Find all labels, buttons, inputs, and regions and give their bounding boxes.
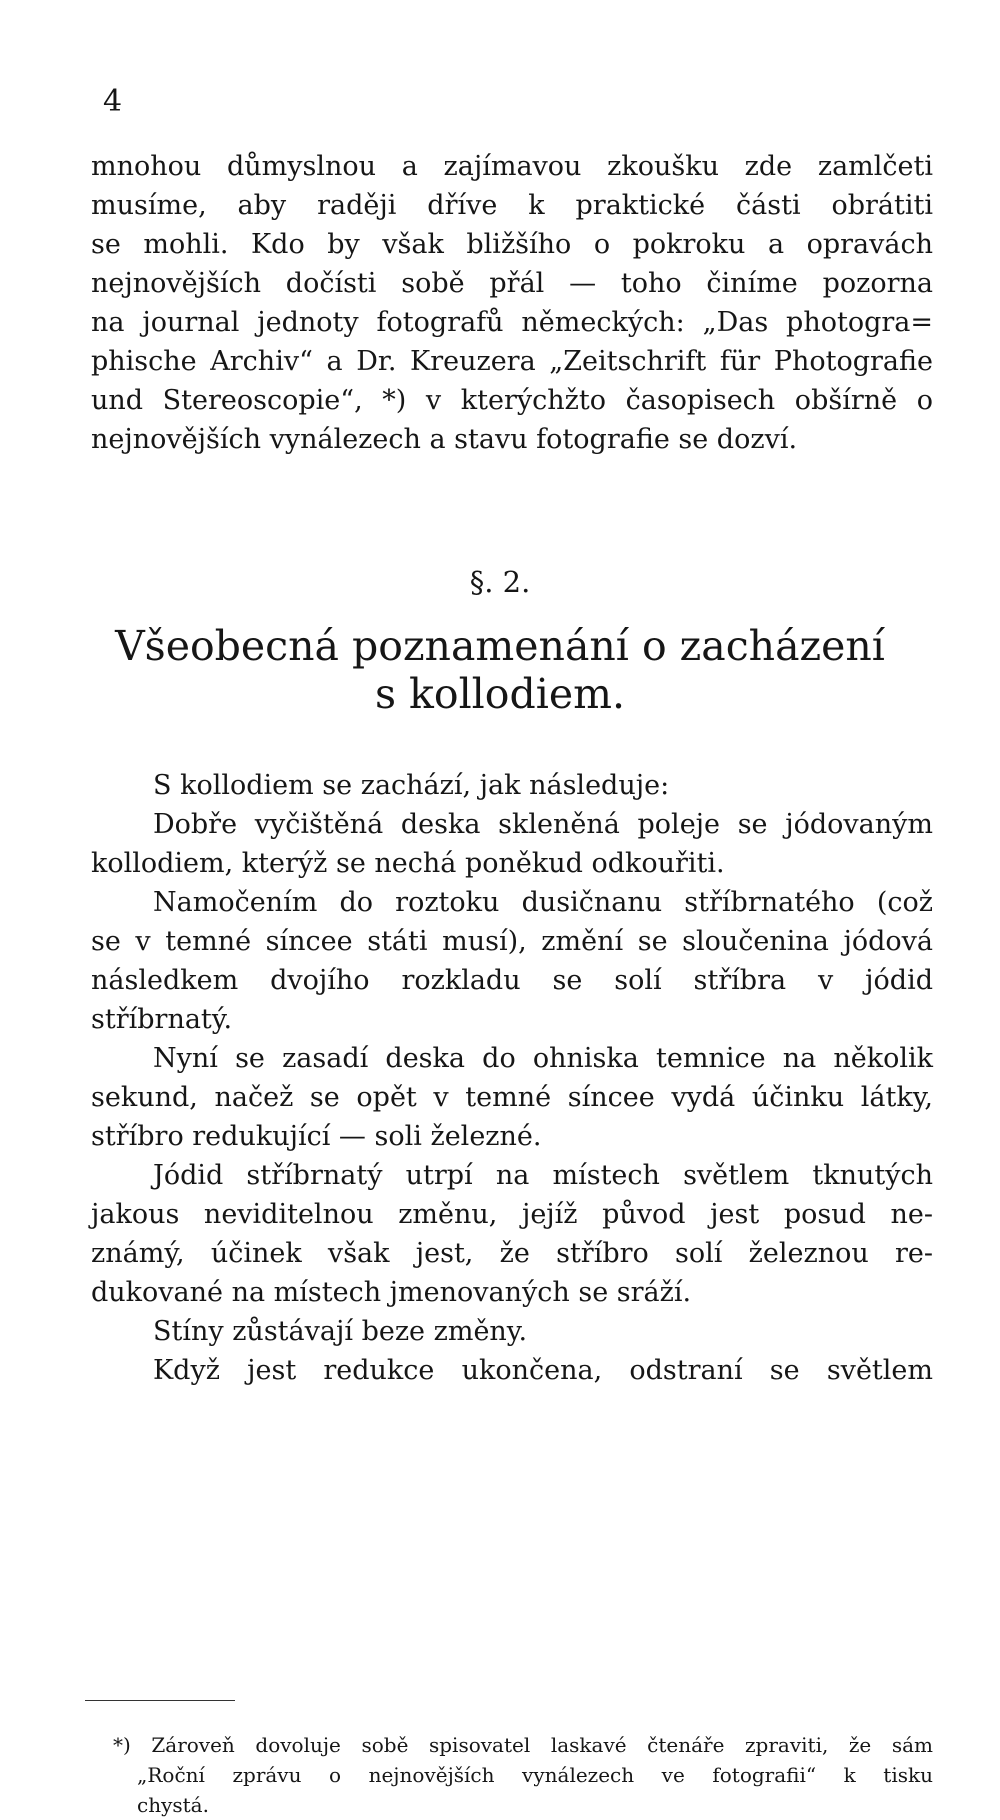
text-line: phische Archiv“ a Dr. Kreuzera „Zeitschrift für Photografie (91, 346, 933, 377)
footnote-line: „Roční zprávu o nejnovějších vynálezech ve fotografii“ k tisku (137, 1763, 933, 1787)
footnote-line: chystá. (137, 1793, 209, 1817)
section-number: §. 2. (469, 565, 531, 599)
text-line: Jódid stříbrnatý utrpí na místech světlem tknutých (153, 1160, 933, 1191)
text-line: S kollodiem se zachází, jak následuje: (153, 770, 670, 801)
text-line: Namočením do roztoku dusičnanu stříbrnatého (což (153, 887, 933, 918)
text-line: se v temné síncee státi musí), změní se sloučenina jódová (91, 926, 933, 957)
text-line: sekund, načež se opět v temné síncee vydá účinku látky, (91, 1082, 933, 1113)
page-number: 4 (103, 84, 123, 119)
text-line: und Stereoscopie“, *) v kterýchžto časopisech obšírně o (91, 385, 933, 416)
text-line: mnohou důmyslnou a zajímavou zkoušku zde zamlčeti (91, 151, 933, 182)
text-line: se mohli. Kdo by však bližšího o pokroku a opravách (91, 229, 933, 260)
section-title-line: Všeobecná poznamenání o zacházení (115, 622, 885, 670)
text-line: na journal jednoty fotografů německých: „Das photogra= (91, 307, 933, 338)
text-line: Stíny zůstávají beze změny. (153, 1316, 528, 1347)
text-line: následkem dvojího rozkladu se solí stříbra v jódid (91, 965, 933, 996)
text-line: známý, účinek však jest, že stříbro solí železnou re- (91, 1238, 933, 1269)
text-line: musíme, aby raději dříve k praktické části obrátiti (91, 190, 933, 221)
text-line: kollodiem, kterýž se nechá poněkud odkouřiti. (91, 848, 725, 879)
footnote-divider (85, 1700, 235, 1701)
text-line: dukované na místech jmenovaných se sráží. (91, 1277, 692, 1308)
text-line: Nyní se zasadí deska do ohniska temnice na několik (153, 1043, 933, 1074)
section-title-line: s kollodiem. (374, 670, 626, 718)
footnote (113, 1730, 933, 1820)
text-line: nejnovějších vynálezech a stavu fotografie se dozví. (91, 424, 798, 455)
section-body (91, 766, 933, 1390)
text-line: Dobře vyčištěná deska skleněná poleje se jódovaným (153, 809, 933, 840)
text-line: nejnovějších dočísti sobě přál — toho činíme pozorna (91, 268, 933, 299)
footnote-line: *) Zároveň dovoluje sobě spisovatel laskavé čtenáře zpraviti, že sám (113, 1733, 933, 1757)
section-title (0, 622, 1000, 718)
text-line: jakous neviditelnou změnu, jejíž původ jest posud ne- (91, 1199, 933, 1230)
text-line: stříbrnatý. (91, 1004, 233, 1035)
text-line: stříbro redukující — soli železné. (91, 1121, 542, 1152)
text-line: Když jest redukce ukončena, odstraní se světlem (153, 1355, 933, 1386)
intro-paragraph (91, 147, 933, 459)
